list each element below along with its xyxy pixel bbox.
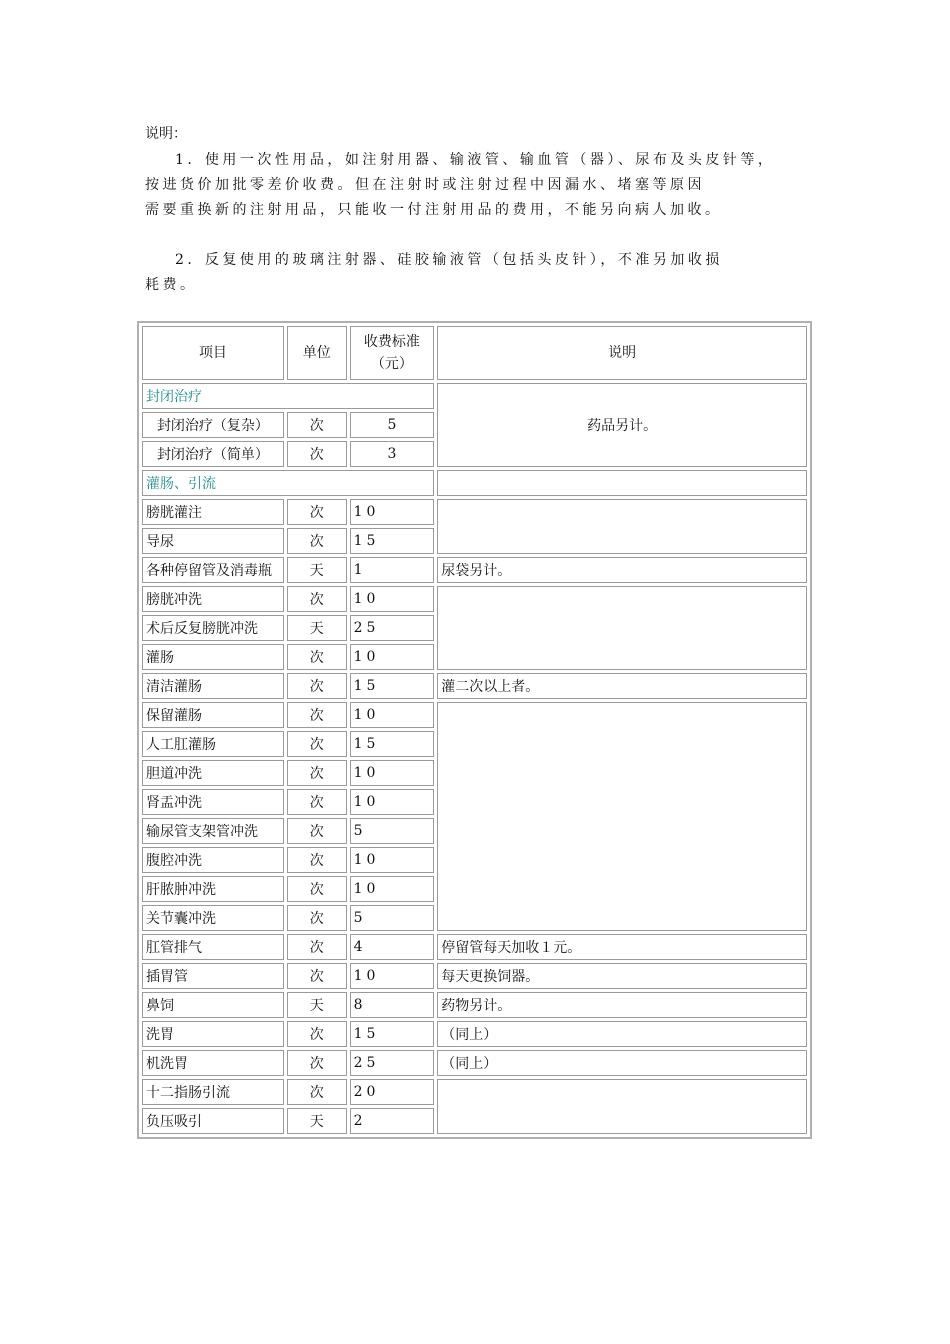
fee-cell: 15 (350, 673, 435, 699)
fee-cell: 10 (350, 702, 435, 728)
note-cell: 尿袋另计。 (437, 557, 807, 583)
fee-cell: 10 (350, 586, 435, 612)
unit-cell: 次 (287, 731, 347, 757)
header-fee-line-1: 收费标准 (363, 334, 420, 350)
item-cell: 洗胃 (142, 1021, 284, 1047)
table-row (142, 557, 807, 583)
table-row (142, 1050, 807, 1076)
notes-block (145, 122, 805, 298)
item-cell: 插胃管 (142, 963, 284, 989)
item-cell: 人工肛灌肠 (142, 731, 284, 757)
note-cell (437, 586, 807, 670)
note-cell (437, 702, 807, 931)
unit-cell: 次 (287, 499, 347, 525)
item-cell: 鼻饲 (142, 992, 284, 1018)
item-cell: 关节囊冲洗 (142, 905, 284, 931)
fee-cell: 10 (350, 760, 435, 786)
unit-cell: 次 (287, 818, 347, 844)
unit-cell: 次 (287, 905, 347, 931)
table-row (142, 673, 807, 699)
fee-cell: 5 (350, 818, 435, 844)
item-cell: 膀胱冲洗 (142, 586, 284, 612)
item-cell: 肝脓肿冲洗 (142, 876, 284, 902)
header-note: 说明 (437, 326, 807, 380)
fee-cell: 15 (350, 528, 435, 554)
fee-cell: 8 (350, 992, 435, 1018)
section-title: 灌肠、引流 (142, 470, 434, 496)
fee-cell: 10 (350, 876, 435, 902)
fee-cell: 3 (350, 441, 435, 467)
table-row (142, 934, 807, 960)
table-row (142, 499, 807, 525)
section-title: 封闭治疗 (142, 383, 434, 409)
item-cell: 输尿管支架管冲洗 (142, 818, 284, 844)
table-header-row (142, 326, 807, 380)
fee-cell: 10 (350, 499, 435, 525)
item-cell: 胆道冲洗 (142, 760, 284, 786)
note-cell: 停留管每天加收１元。 (437, 934, 807, 960)
header-item: 项目 (142, 326, 284, 380)
fee-cell: 10 (350, 963, 435, 989)
note-cell: （同上） (437, 1021, 807, 1047)
fee-cell: 2 (350, 1108, 435, 1134)
note-cell (437, 499, 807, 554)
section-row-enema-drainage (142, 470, 807, 496)
fee-cell: 5 (350, 412, 435, 438)
note-cell: 灌二次以上者。 (437, 673, 807, 699)
note-item-1-line-2: 按进货价加批零差价收费。但在注射时或注射过程中因漏水、堵塞等原因 (145, 177, 705, 193)
item-cell: 术后反复膀胱冲洗 (142, 615, 284, 641)
header-unit: 单位 (287, 326, 347, 380)
table-row (142, 992, 807, 1018)
unit-cell: 次 (287, 586, 347, 612)
item-cell: 机洗胃 (142, 1050, 284, 1076)
fee-cell: 15 (350, 731, 435, 757)
header-fee-line-2: （元） (370, 356, 413, 372)
fee-table (137, 321, 812, 1139)
item-cell: 负压吸引 (142, 1108, 284, 1134)
fee-cell: 25 (350, 615, 435, 641)
note-cell: 药物另计。 (437, 992, 807, 1018)
fee-cell: 10 (350, 847, 435, 873)
unit-cell: 次 (287, 702, 347, 728)
unit-cell: 次 (287, 412, 347, 438)
item-cell: 保留灌肠 (142, 702, 284, 728)
unit-cell: 次 (287, 644, 347, 670)
item-cell: 封闭治疗（复杂） (142, 412, 284, 438)
unit-cell: 次 (287, 1021, 347, 1047)
header-fee (350, 326, 435, 380)
unit-cell: 天 (287, 557, 347, 583)
unit-cell: 次 (287, 1050, 347, 1076)
unit-cell: 天 (287, 1108, 347, 1134)
unit-cell: 次 (287, 876, 347, 902)
note-cell (437, 1079, 807, 1134)
unit-cell: 次 (287, 934, 347, 960)
section-row-blocking-therapy (142, 383, 807, 409)
unit-cell: 天 (287, 615, 347, 641)
notes-heading: 说明： (145, 126, 187, 142)
table-row (142, 1079, 807, 1105)
note-cell (437, 470, 807, 496)
item-cell: 膀胱灌注 (142, 499, 284, 525)
note-item-1-line-3: 需要重换新的注射用品，只能收一付注射用品的费用，不能另向病人加收。 (145, 202, 723, 218)
unit-cell: 次 (287, 1079, 347, 1105)
fee-cell: 1 (350, 557, 435, 583)
unit-cell: 次 (287, 441, 347, 467)
fee-cell: 15 (350, 1021, 435, 1047)
table-row (142, 963, 807, 989)
item-cell: 导尿 (142, 528, 284, 554)
table-row (142, 702, 807, 728)
fee-cell: 20 (350, 1079, 435, 1105)
unit-cell: 次 (287, 673, 347, 699)
note-item-2-line-2: 耗费。 (145, 277, 198, 293)
unit-cell: 天 (287, 992, 347, 1018)
unit-cell: 次 (287, 847, 347, 873)
item-cell: 肛管排气 (142, 934, 284, 960)
unit-cell: 次 (287, 528, 347, 554)
unit-cell: 次 (287, 760, 347, 786)
unit-cell: 次 (287, 789, 347, 815)
item-cell: 各种停留管及消毒瓶 (142, 557, 284, 583)
item-cell: 腹腔冲洗 (142, 847, 284, 873)
fee-cell: 5 (350, 905, 435, 931)
note-cell: （同上） (437, 1050, 807, 1076)
fee-cell: 25 (350, 1050, 435, 1076)
item-cell: 灌肠 (142, 644, 284, 670)
fee-cell: 4 (350, 934, 435, 960)
note-cell: 药品另计。 (437, 383, 807, 467)
table-row (142, 1021, 807, 1047)
fee-cell: 10 (350, 644, 435, 670)
item-cell: 封闭治疗（简单） (142, 441, 284, 467)
item-cell: 十二指肠引流 (142, 1079, 284, 1105)
item-cell: 清洁灌肠 (142, 673, 284, 699)
fee-cell: 10 (350, 789, 435, 815)
note-cell: 每天更换饲器。 (437, 963, 807, 989)
table-row (142, 586, 807, 612)
note-item-1-line-1: 1．使用一次性用品，如注射用器、输液管、输血管（器）、尿布及头皮针等， (175, 152, 776, 168)
item-cell: 肾盂冲洗 (142, 789, 284, 815)
unit-cell: 次 (287, 963, 347, 989)
note-item-2-line-1: 2．反复使用的玻璃注射器、硅胶输液管（包括头皮针），不准另加收损 (175, 252, 723, 268)
